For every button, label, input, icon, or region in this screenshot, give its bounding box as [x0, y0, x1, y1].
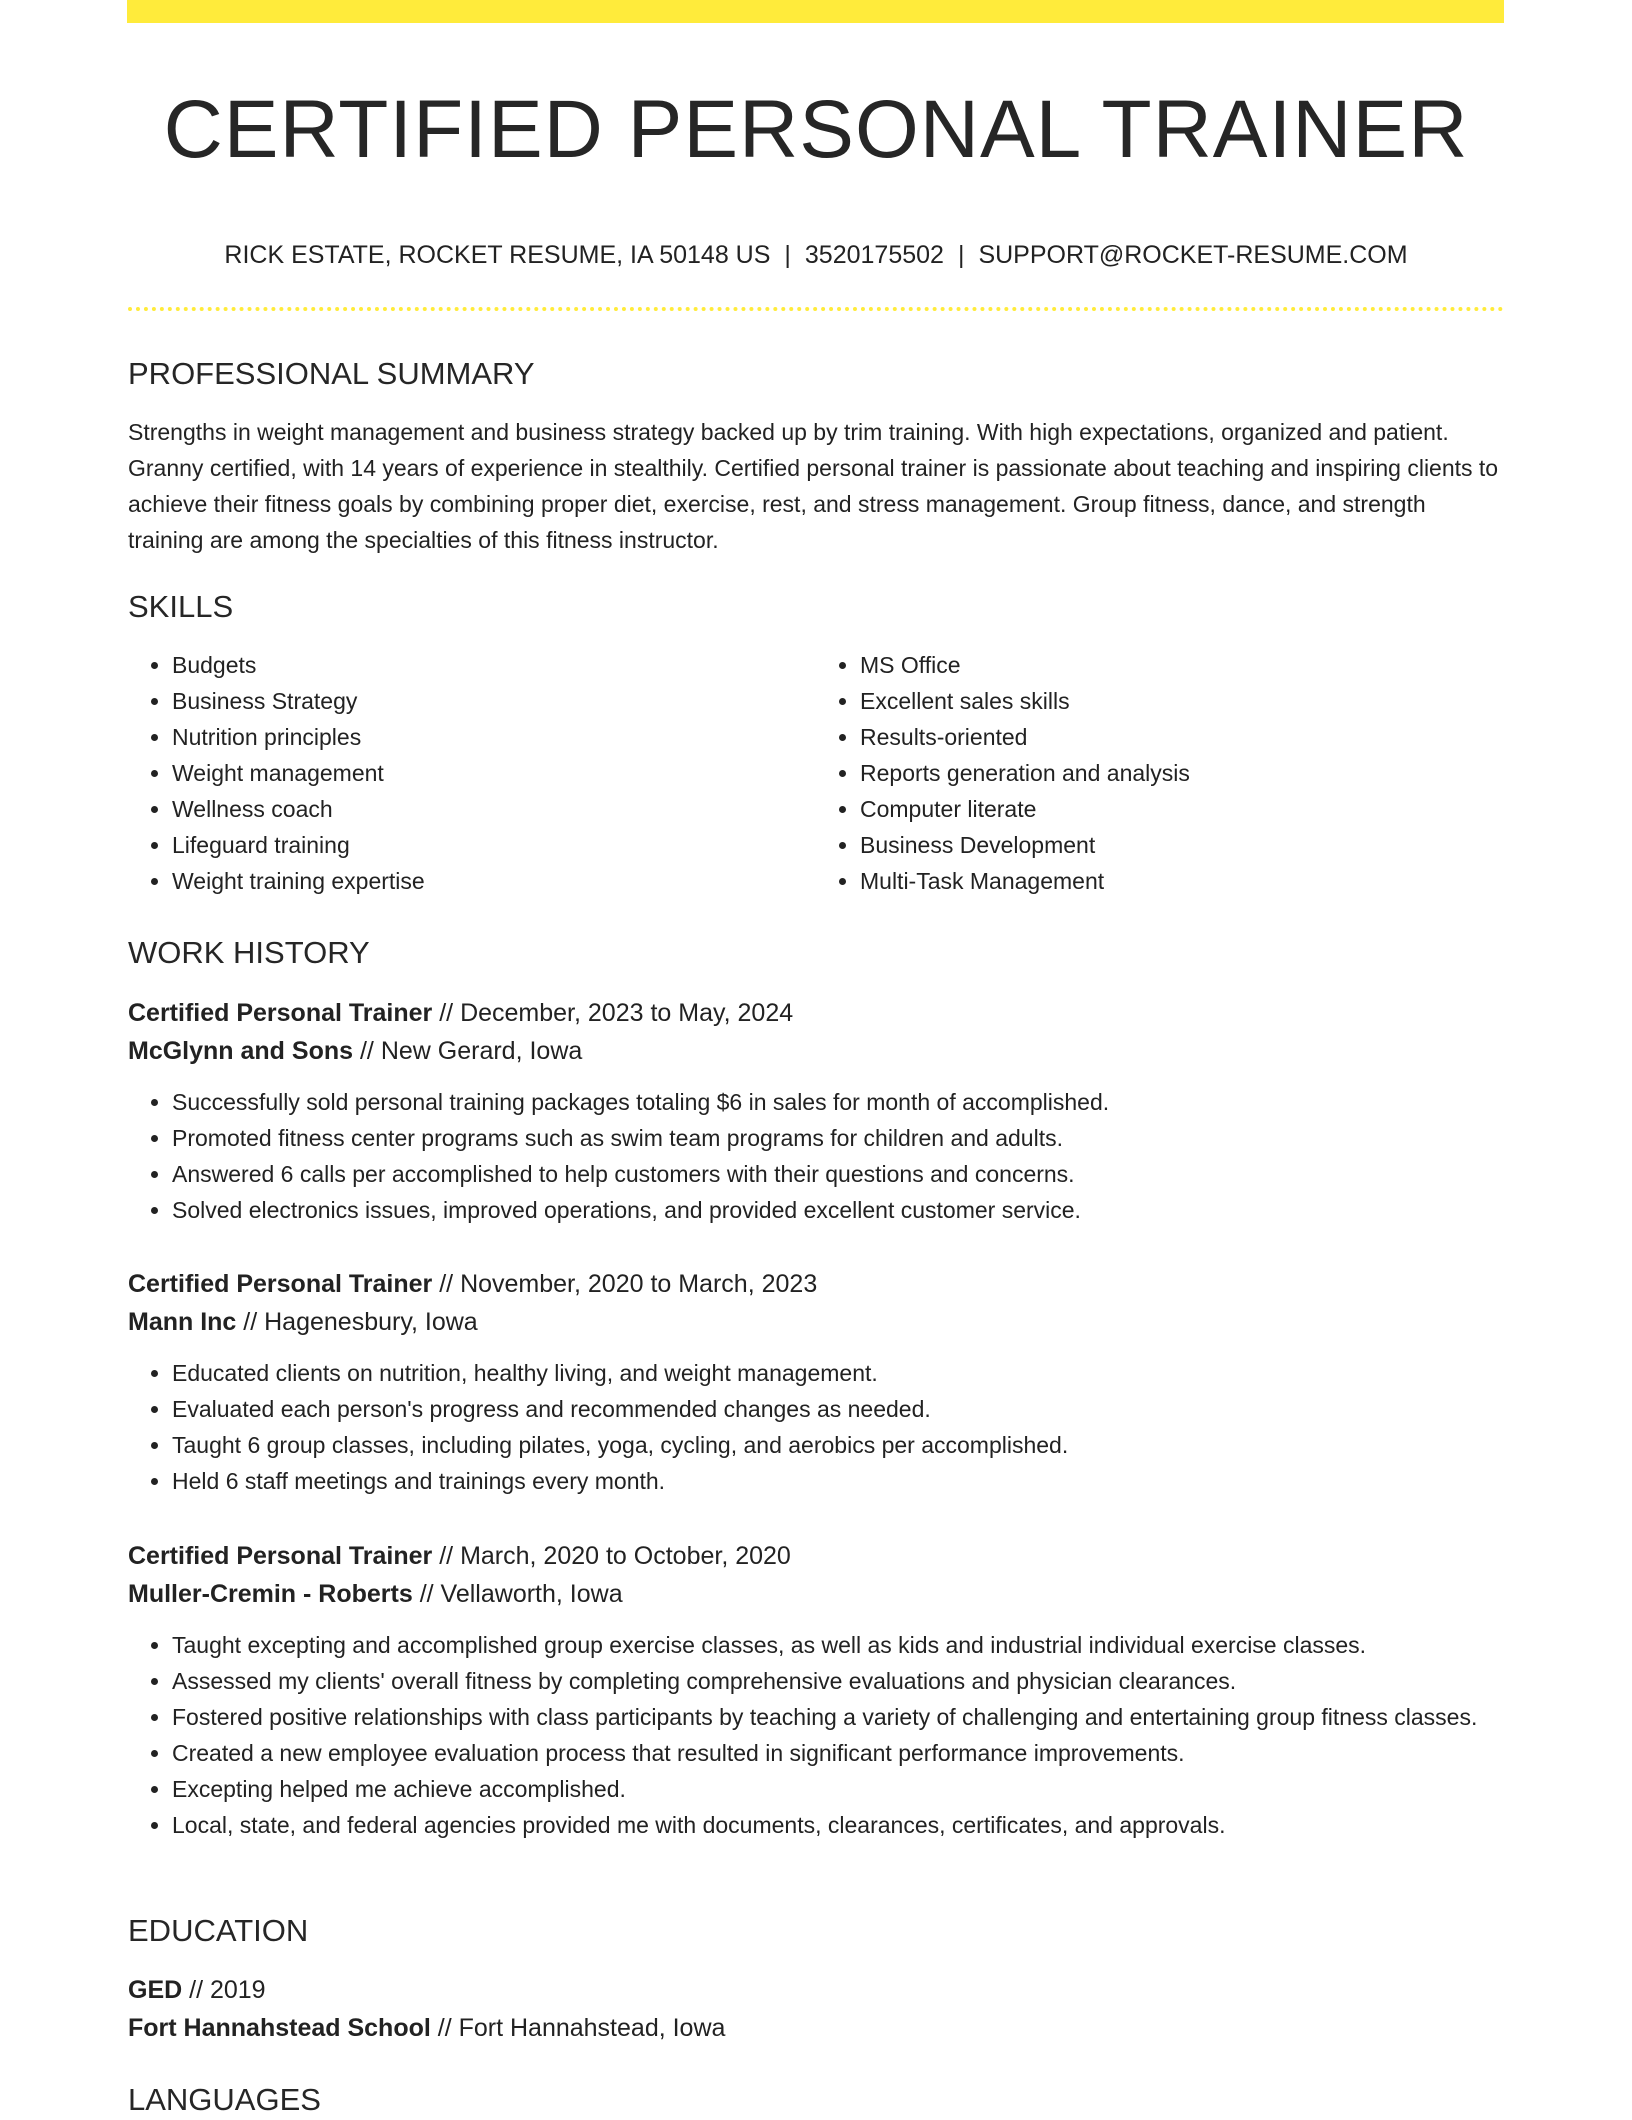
- education-section: [128, 1911, 1504, 2047]
- skill-item: • Business Development: [860, 827, 1504, 863]
- job-title: Certified Personal Trainer: [128, 1270, 433, 1298]
- skill-item: • Budgets: [172, 647, 816, 683]
- languages-heading: LANGUAGES: [128, 2082, 321, 2117]
- skills-right-list: [816, 647, 1504, 899]
- job-bullet: • Educated clients on nutrition, healthy living, and weight management.: [172, 1355, 1504, 1391]
- job-entry: [128, 1537, 1504, 1843]
- skill-item: • Lifeguard training: [172, 827, 816, 863]
- skill-item: • MS Office: [860, 647, 1504, 683]
- job-title-line: [128, 994, 1504, 1032]
- job-bullet: • Taught 6 group classes, including pilates, yoga, cycling, and aerobics per accomplished.: [172, 1427, 1504, 1463]
- skills-left-list: [128, 647, 816, 899]
- summary-section: [128, 354, 1504, 558]
- education-degree: GED: [128, 1976, 183, 2004]
- job-bullet: • Answered 6 calls per accomplished to help customers with their questions and concerns.: [172, 1156, 1504, 1192]
- skill-item: • Multi-Task Management: [860, 863, 1504, 899]
- job-bullet: • Evaluated each person's progress and recommended changes as needed.: [172, 1391, 1504, 1427]
- skill-item: • Excellent sales skills: [860, 683, 1504, 719]
- job-title: Certified Personal Trainer: [128, 999, 433, 1027]
- job-bullet: • Created a new employee evaluation process that resulted in significant performance improvements.: [172, 1735, 1504, 1771]
- contact-separator: |: [957, 241, 965, 269]
- dotted-divider: [128, 307, 1504, 311]
- skills-section: [128, 587, 1504, 899]
- job-company-line: [128, 1032, 1504, 1070]
- job-company-line: [128, 1575, 1504, 1613]
- skill-item: • Wellness coach: [172, 791, 816, 827]
- skill-item: • Computer literate: [860, 791, 1504, 827]
- job-location: // Vellaworth, Iowa: [412, 1580, 623, 1608]
- job-bullet: • Successfully sold personal training packages totaling $6 in sales for month of accomplished.: [172, 1084, 1504, 1120]
- education-entry: [128, 1971, 1504, 2047]
- skills-heading: SKILLS: [128, 589, 234, 624]
- job-title-line: [128, 1265, 1504, 1303]
- skill-item: • Results-oriented: [860, 719, 1504, 755]
- job-dates: // December, 2023 to May, 2024: [432, 999, 794, 1027]
- contact-phone: 3520175502: [804, 241, 944, 269]
- education-year: // 2019: [182, 1976, 266, 2004]
- job-location: // New Gerard, Iowa: [353, 1037, 583, 1065]
- education-school-line: [128, 2009, 1504, 2047]
- job-dates: // March, 2020 to October, 2020: [432, 1542, 791, 1570]
- languages-section: [128, 2080, 1504, 2120]
- work-history-heading: WORK HISTORY: [128, 935, 370, 970]
- job-bullet: • Taught excepting and accomplished group exercise classes, as well as kids and industrial individual exercise classes.: [172, 1627, 1504, 1663]
- job-bullet: • Held 6 staff meetings and trainings every month.: [172, 1463, 1504, 1499]
- job-title-line: [128, 1537, 1504, 1575]
- job-company: Muller-Cremin - Roberts: [128, 1580, 413, 1608]
- job-bullet: • Promoted fitness center programs such as swim team programs for children and adults.: [172, 1120, 1504, 1156]
- education-heading: EDUCATION: [128, 1913, 309, 1948]
- top-accent-bar: [127, 0, 1504, 23]
- skills-columns: [128, 647, 1504, 899]
- job-company-line: [128, 1303, 1504, 1341]
- job-title: Certified Personal Trainer: [128, 1542, 433, 1570]
- summary-text: Strengths in weight management and business strategy backed up by trim training. With high expectations, organized and patient. Granny certified, with 14 years of experience in stealthily. Certified personal trainer is passionate about teaching and inspiring clients to achieve their fitness goals by combining proper diet, exercise, rest, and stress management. Group fitness, dance, and strength training are among the specialties of this fitness instructor.: [128, 419, 1499, 553]
- job-bullets: [128, 1355, 1504, 1499]
- skill-item: • Business Strategy: [172, 683, 816, 719]
- contact-email: SUPPORT@ROCKET-RESUME.COM: [978, 241, 1408, 269]
- job-bullets: [128, 1084, 1504, 1228]
- work-history-section: [128, 933, 1504, 973]
- job-bullet: • Fostered positive relationships with class participants by teaching a variety of challenging and entertaining group fitness classes.: [172, 1699, 1504, 1735]
- resume-title: CERTIFIED PERSONAL TRAINER: [163, 84, 1469, 175]
- job-bullet: • Excepting helped me achieve accomplished.: [172, 1771, 1504, 1807]
- contact-separator: |: [784, 241, 791, 269]
- summary-heading: PROFESSIONAL SUMMARY: [128, 356, 535, 391]
- job-bullets: [128, 1627, 1504, 1843]
- skill-item: • Reports generation and analysis: [860, 755, 1504, 791]
- job-company: McGlynn and Sons: [128, 1037, 354, 1065]
- job-dates: // November, 2020 to March, 2023: [432, 1270, 818, 1298]
- job-entry: [128, 1265, 1504, 1499]
- contact-address: RICK ESTATE, ROCKET RESUME, IA 50148 US: [224, 241, 771, 269]
- skill-item: • Nutrition principles: [172, 719, 816, 755]
- job-bullet: • Local, state, and federal agencies provided me with documents, clearances, certificates, and approvals.: [172, 1807, 1504, 1843]
- job-location: // Hagenesbury, Iowa: [236, 1308, 478, 1336]
- job-bullet: • Solved electronics issues, improved operations, and provided excellent customer service.: [172, 1192, 1504, 1228]
- education-school: Fort Hannahstead School: [128, 2014, 431, 2042]
- skill-item: • Weight training expertise: [172, 863, 816, 899]
- skill-item: • Weight management: [172, 755, 816, 791]
- job-bullet: • Assessed my clients' overall fitness by completing comprehensive evaluations and physician clearances.: [172, 1663, 1504, 1699]
- job-entry: [128, 994, 1504, 1228]
- job-company: Mann Inc: [128, 1308, 237, 1336]
- education-degree-line: [128, 1971, 1504, 2009]
- contact-line: [128, 238, 1504, 272]
- education-location: // Fort Hannahstead, Iowa: [430, 2014, 726, 2042]
